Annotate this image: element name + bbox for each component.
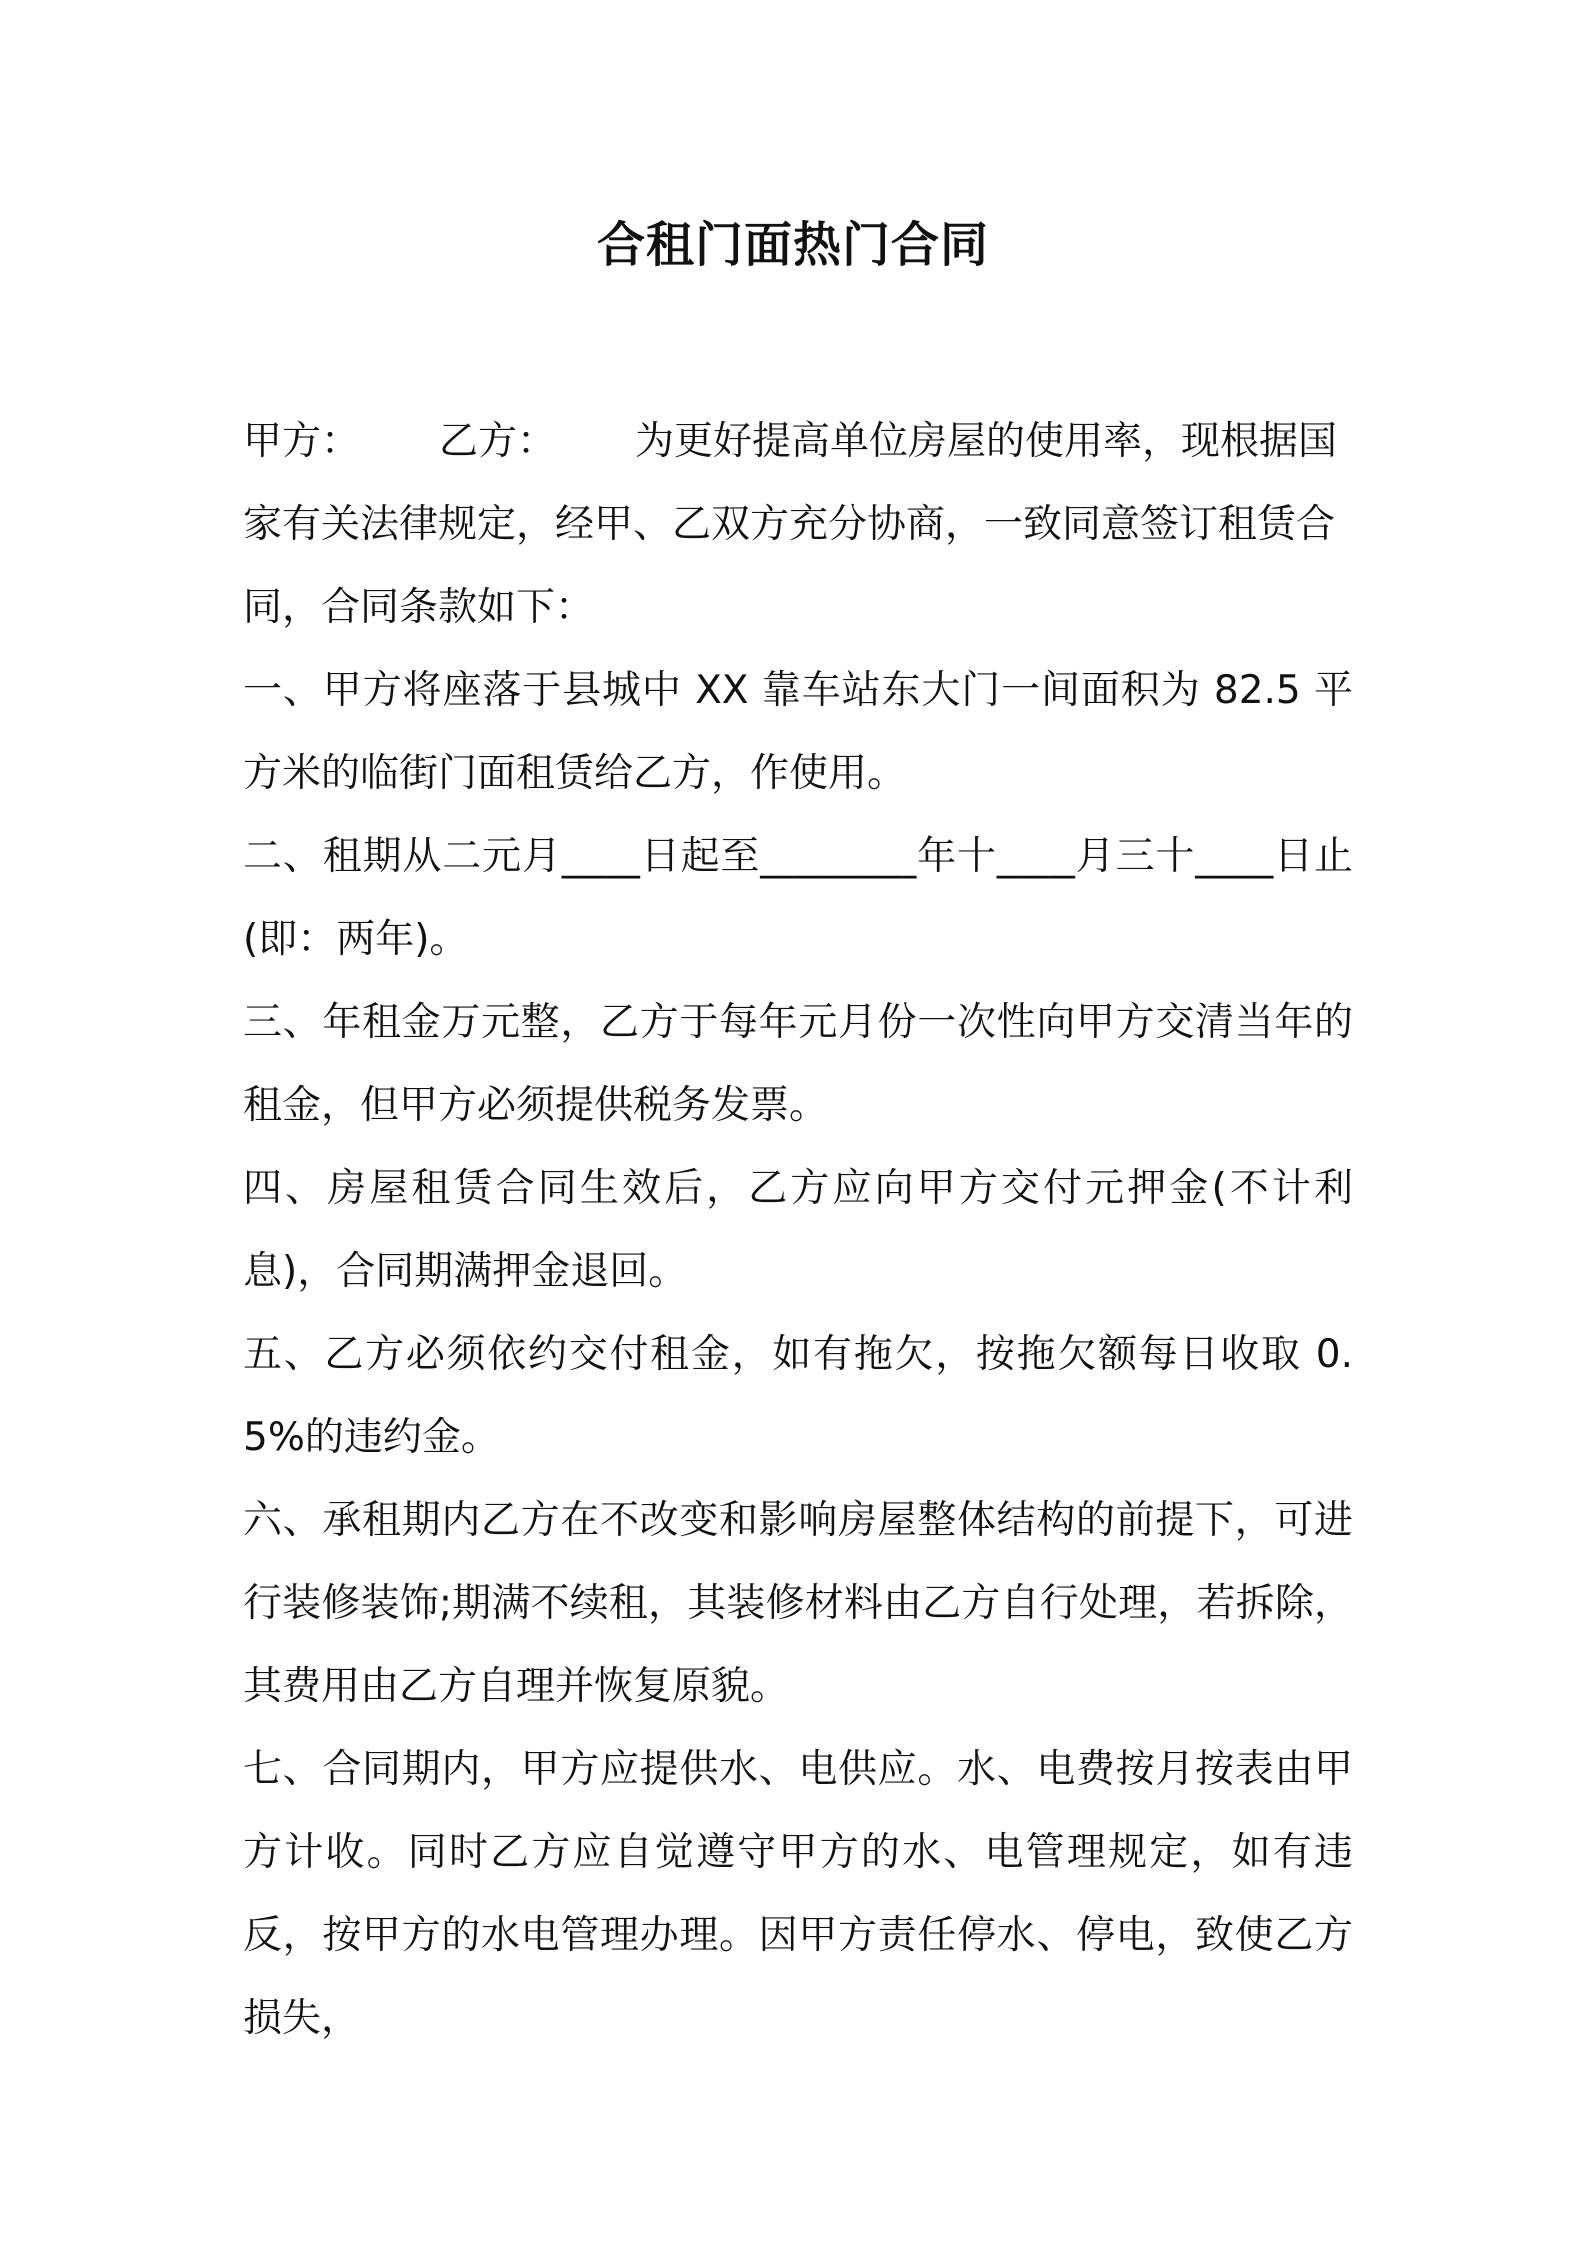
clause-7: 七、合同期内，甲方应提供水、电供应。水、电费按月按表由甲方计收。同时乙方应自觉遵守甲方的水、电管理规定，如有违反，按甲方的水电管理办理。因甲方责任停水、停电，致使乙方损失， [243, 1747, 1353, 2041]
clause-1: 一、甲方将座落于县城中 XX 靠车站东大门一间面积为 82.5 平方米的临街门面租赁给乙方，作使用。 [243, 668, 1353, 796]
clause-6: 六、承租期内乙方在不改变和影响房屋整体结构的前提下，可进行装修装饰;期满不续租，其装修材料由乙方自行处理，若拆除，其费用由乙方自理并恢复原貌。 [243, 1498, 1353, 1709]
document-body [243, 400, 1353, 2060]
clause-2: 二、租期从二元月____日起至________年十____月三十____日止(即：两年)。 [243, 834, 1353, 962]
party-b-label: 乙方： [439, 419, 557, 464]
intro-paragraph [243, 400, 1353, 649]
party-a-label: 甲方： [243, 419, 361, 464]
clause-5: 五、乙方必须依约交付租金，如有拖欠，按拖欠额每日收取 0.5%的违约金。 [243, 1332, 1353, 1460]
clause-3: 三、年租金万元整，乙方于每年元月份一次性向甲方交清当年的租金，但甲方必须提供税务发票。 [243, 1000, 1353, 1128]
intro-text: 为更好提高单位房屋的使用率，现根据国家有关法律规定，经甲、乙双方充分协商，一致同意签订租赁合同，合同条款如下： [243, 419, 1338, 630]
document-title: 合租门面热门合同 [596, 217, 989, 273]
clause-4: 四、房屋租赁合同生效后，乙方应向甲方交付元押金(不计利息)，合同期满押金退回。 [243, 1166, 1353, 1294]
